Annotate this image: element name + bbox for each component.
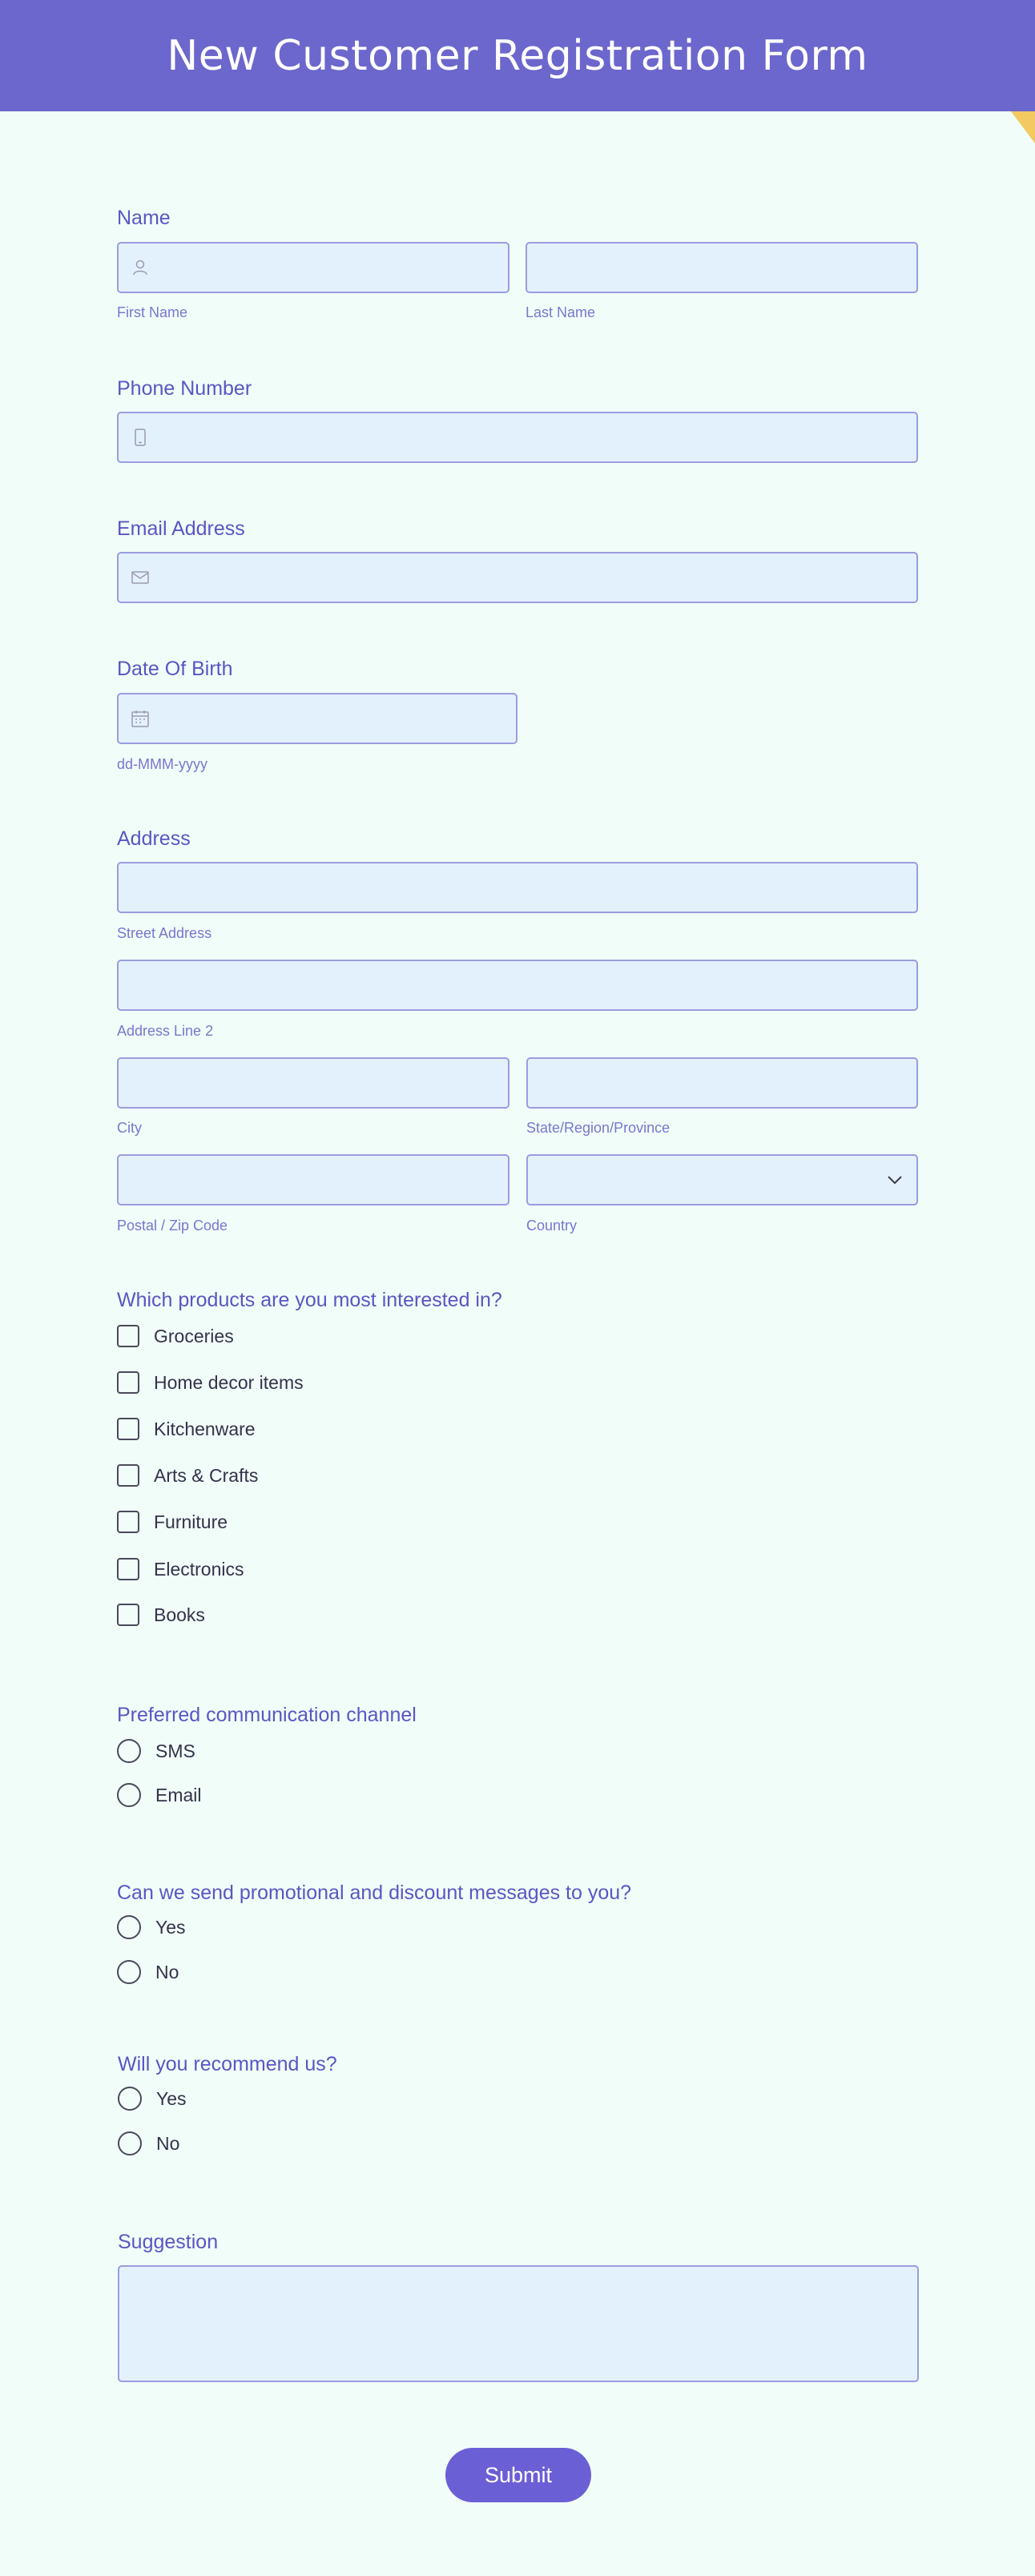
- radio-button[interactable]: [117, 1783, 141, 1807]
- radio-button[interactable]: [117, 1739, 141, 1763]
- last-name-input[interactable]: [526, 242, 918, 293]
- city-input[interactable]: [117, 1057, 509, 1109]
- dob-label: Date Of Birth: [117, 658, 233, 680]
- calendar-icon: [130, 708, 151, 729]
- option-label: Furniture: [154, 1511, 228, 1532]
- suggestion-label: Suggestion: [118, 2231, 219, 2253]
- promo-option[interactable]: [117, 1959, 179, 1985]
- submit-button[interactable]: Submit: [445, 2448, 591, 2502]
- radio-button[interactable]: [117, 1960, 141, 1984]
- email-input[interactable]: [117, 552, 918, 603]
- name-label: Name: [117, 207, 171, 229]
- page-title: New Customer Registration Form: [167, 31, 868, 80]
- product-option[interactable]: [117, 1602, 205, 1628]
- user-icon: [130, 257, 151, 278]
- option-label: No: [155, 1961, 179, 1982]
- address-label: Address: [117, 827, 191, 850]
- street-address-input[interactable]: [117, 862, 918, 913]
- dob-input[interactable]: [117, 693, 518, 744]
- first-name-sublabel: First Name: [117, 304, 188, 320]
- option-label: Email: [155, 1784, 202, 1805]
- first-name-input[interactable]: [117, 242, 509, 293]
- phone-input[interactable]: [117, 412, 918, 463]
- city-sublabel: City: [117, 1120, 142, 1136]
- checkbox[interactable]: [117, 1371, 139, 1394]
- phone-label: Phone Number: [117, 377, 252, 400]
- promo-option[interactable]: [117, 1914, 186, 1940]
- radio-button[interactable]: [118, 2131, 142, 2155]
- state-sublabel: State/Region/Province: [526, 1120, 671, 1136]
- street-address-sublabel: Street Address: [117, 925, 212, 941]
- postal-code-sublabel: Postal / Zip Code: [117, 1218, 228, 1234]
- checkbox[interactable]: [117, 1604, 139, 1626]
- postal-code-input[interactable]: [117, 1154, 509, 1205]
- products-label: Which products are you most interested in?: [117, 1289, 502, 1311]
- promo-label: Can we send promotional and discount messages to you?: [117, 1882, 632, 1904]
- radio-button[interactable]: [117, 1915, 141, 1939]
- channel-option[interactable]: [117, 1738, 195, 1764]
- product-option[interactable]: [117, 1463, 258, 1488]
- option-label: Arts & Crafts: [154, 1464, 259, 1486]
- product-option[interactable]: [117, 1416, 256, 1442]
- corner-accent: [1011, 111, 1035, 143]
- last-name-sublabel: Last Name: [526, 304, 596, 320]
- country-sublabel: Country: [526, 1218, 578, 1234]
- option-label: No: [156, 2132, 180, 2154]
- recommend-option[interactable]: [118, 2131, 179, 2156]
- option-label: SMS: [155, 1740, 195, 1761]
- option-label: Home decor items: [154, 1371, 304, 1393]
- channel-option[interactable]: [117, 1782, 202, 1808]
- country-select[interactable]: [526, 1154, 918, 1205]
- option-label: Books: [154, 1604, 205, 1625]
- email-label: Email Address: [117, 517, 245, 540]
- state-input[interactable]: [526, 1057, 918, 1109]
- phone-icon: [130, 427, 151, 448]
- product-option[interactable]: [117, 1370, 304, 1395]
- suggestion-textarea[interactable]: [118, 2265, 919, 2382]
- form-header: [0, 0, 1035, 111]
- channel-label: Preferred communication channel: [117, 1704, 417, 1726]
- recommend-option[interactable]: [118, 2086, 187, 2111]
- checkbox[interactable]: [117, 1325, 139, 1347]
- product-option[interactable]: [117, 1509, 228, 1535]
- chevron-down-icon: [884, 1169, 905, 1190]
- checkbox[interactable]: [117, 1418, 139, 1440]
- product-option[interactable]: [117, 1556, 244, 1582]
- checkbox[interactable]: [117, 1464, 139, 1487]
- option-label: Yes: [155, 1916, 186, 1938]
- option-label: Groceries: [154, 1325, 234, 1346]
- product-option[interactable]: [117, 1323, 234, 1349]
- checkbox[interactable]: [117, 1511, 139, 1533]
- checkbox[interactable]: [117, 1558, 139, 1580]
- dob-format-hint: dd-MMM-yyyy: [117, 756, 207, 772]
- address-line2-sublabel: Address Line 2: [117, 1023, 214, 1039]
- address-line2-input[interactable]: [117, 960, 918, 1011]
- option-label: Kitchenware: [154, 1418, 256, 1439]
- radio-button[interactable]: [118, 2087, 142, 2111]
- recommend-label: Will you recommend us?: [118, 2053, 337, 2075]
- envelope-icon: [130, 567, 151, 588]
- option-label: Electronics: [154, 1558, 244, 1580]
- option-label: Yes: [156, 2087, 187, 2109]
